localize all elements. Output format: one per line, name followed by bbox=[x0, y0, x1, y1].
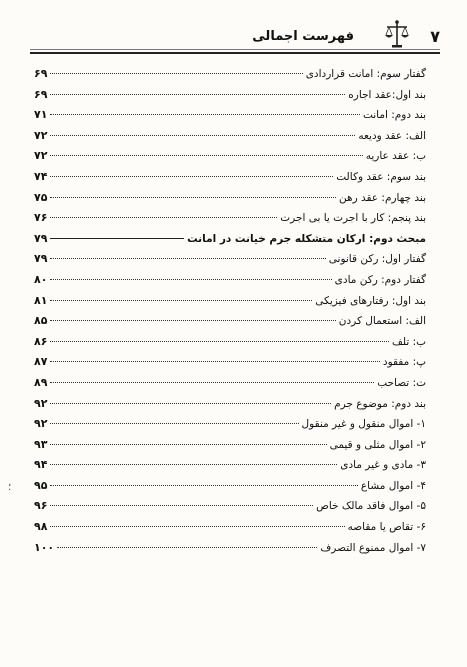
margin-mark: ؛ bbox=[8, 482, 12, 493]
toc-leader-dots bbox=[50, 73, 302, 74]
toc-entry bbox=[34, 352, 426, 373]
toc-entry bbox=[34, 167, 426, 188]
toc-entry-title: ۵- اموال فاقد مالک خاص bbox=[316, 500, 426, 513]
toc-entry-title: بند سوم: عقد وکالت bbox=[336, 170, 426, 183]
toc-entry-title: بند دوم: موضوع جرم bbox=[334, 397, 426, 410]
toc-leader-dots bbox=[50, 94, 345, 95]
toc-entry bbox=[34, 455, 426, 476]
toc-entry-page: ۹۴ bbox=[34, 458, 48, 472]
toc-entry-title: بند چهارم: عقد رهن bbox=[339, 191, 426, 204]
toc-entry-page: ۸۵ bbox=[34, 314, 48, 328]
toc-entry-title: ۷- اموال ممنوع التصرف bbox=[320, 541, 426, 554]
toc-leader-dots bbox=[50, 361, 379, 362]
toc-leader-dots bbox=[50, 464, 337, 465]
toc-entry-title: گفتار دوم: رکن مادی bbox=[334, 273, 426, 286]
toc-entry-page: ۷۱ bbox=[34, 108, 48, 122]
toc-entry bbox=[34, 517, 426, 538]
toc-entry bbox=[34, 311, 426, 332]
toc-leader-dots bbox=[50, 135, 355, 136]
toc-entry-title: ۶- تقاص یا مقاصه bbox=[347, 521, 426, 534]
toc-leader-dots bbox=[50, 279, 331, 280]
header-page-number: ۷ bbox=[430, 27, 440, 46]
toc-entry-page: ۹۵ bbox=[34, 478, 48, 492]
toc-entry-page: ۸۰ bbox=[34, 272, 48, 286]
toc-entry-page: ۶۹ bbox=[34, 87, 48, 101]
toc-entry-page: ۸۱ bbox=[34, 293, 48, 307]
toc-leader-dots bbox=[50, 423, 298, 424]
toc-entry bbox=[34, 538, 426, 559]
toc-entry bbox=[34, 208, 426, 229]
toc-leader-dots bbox=[50, 526, 344, 527]
toc-entry-title: الف: عقد ودیعه bbox=[358, 129, 426, 142]
toc-leader-dots bbox=[50, 114, 360, 115]
toc-entry-title: پ: مفقود bbox=[382, 356, 426, 369]
toc-leader-dots bbox=[50, 217, 277, 218]
toc-leader-dots bbox=[50, 238, 184, 239]
toc-entry-page: ۷۲ bbox=[34, 149, 48, 163]
toc-entry bbox=[34, 373, 426, 394]
toc-leader-dots bbox=[50, 197, 336, 198]
toc-leader-dots bbox=[57, 547, 317, 548]
toc-leader-dots bbox=[50, 320, 335, 321]
toc-entry-title: مبحث دوم: ارکان متشکله جرم خیانت در امانت bbox=[187, 232, 426, 245]
toc-entry bbox=[34, 105, 426, 126]
toc-entry-page: ۸۷ bbox=[34, 355, 48, 369]
toc-entry-title: بند اول:عقد اجاره bbox=[348, 88, 426, 101]
toc-entry-page: ۸۹ bbox=[34, 375, 48, 389]
toc-section-heading bbox=[34, 229, 426, 250]
toc-entry bbox=[34, 146, 426, 167]
toc-entry-title: گفتار سوم: امانت قراردادی bbox=[305, 68, 426, 80]
toc-leader-dots bbox=[50, 176, 333, 177]
toc-leader-dots bbox=[50, 444, 326, 445]
toc-entry-page: ۷۹ bbox=[34, 231, 48, 245]
toc-entry-title: گفتار اول: رکن قانونی bbox=[328, 253, 426, 266]
toc-entry-page: ۷۲ bbox=[34, 128, 48, 142]
toc-entry-page: ۷۴ bbox=[34, 169, 48, 183]
toc-leader-dots bbox=[50, 341, 389, 342]
toc-entry-page: ۹۶ bbox=[34, 499, 48, 513]
toc-entry-page: ۷۶ bbox=[34, 211, 48, 225]
toc-leader-dots bbox=[50, 382, 374, 383]
toc-entry-title: بند اول: رفتارهای فیزیکی bbox=[315, 294, 426, 307]
toc-entry bbox=[34, 332, 426, 353]
toc-entry-title: الف: استعمال کردن bbox=[338, 315, 426, 328]
toc-entry-title: ۳- مادی و غیر مادی bbox=[340, 459, 426, 472]
toc-entry-page: ۸۶ bbox=[34, 334, 48, 348]
toc-entry-title: ۲- اموال مثلی و قیمی bbox=[329, 438, 426, 451]
toc-entry-title: ب: عقد عاریه bbox=[365, 150, 426, 163]
toc-entry-page: ۷۵ bbox=[34, 190, 48, 204]
toc-entry bbox=[34, 291, 426, 312]
table-of-contents bbox=[34, 64, 426, 558]
toc-leader-dots bbox=[50, 258, 325, 259]
toc-entry bbox=[34, 85, 426, 106]
page-header bbox=[30, 16, 440, 54]
toc-entry-page: ۷۹ bbox=[34, 252, 48, 266]
toc-entry-page: ۹۲ bbox=[34, 396, 48, 410]
toc-entry bbox=[34, 270, 426, 291]
toc-entry-title: ۱- اموال منقول و غیر منقول bbox=[301, 418, 426, 431]
header-title: فهرست اجمالی bbox=[252, 29, 354, 44]
toc-entry-page: ۹۲ bbox=[34, 417, 48, 431]
toc-entry-title: ب: تلف bbox=[391, 335, 426, 348]
toc-entry bbox=[34, 64, 426, 85]
toc-entry bbox=[34, 394, 426, 415]
toc-leader-dots bbox=[50, 155, 362, 156]
toc-entry bbox=[34, 496, 426, 517]
toc-entry-page: ۶۹ bbox=[34, 67, 48, 80]
toc-leader-dots bbox=[50, 505, 313, 506]
toc-entry bbox=[34, 476, 426, 497]
toc-leader-dots bbox=[50, 485, 357, 486]
toc-entry bbox=[34, 414, 426, 435]
toc-entry bbox=[34, 249, 426, 270]
toc-entry bbox=[34, 435, 426, 456]
toc-entry-title: ۴- اموال مشاع bbox=[360, 479, 426, 492]
header-divider-thin bbox=[30, 49, 440, 50]
toc-entry bbox=[34, 188, 426, 209]
toc-leader-dots bbox=[50, 403, 331, 404]
toc-leader-dots bbox=[50, 300, 312, 301]
toc-entry bbox=[34, 126, 426, 147]
scales-of-justice-icon bbox=[384, 19, 410, 49]
toc-entry-title: بند پنجم: کار با اجرت یا بی اجرت bbox=[280, 212, 426, 225]
header-divider bbox=[30, 52, 440, 54]
toc-entry-page: ۱۰۰ bbox=[34, 540, 55, 554]
toc-entry-title: ت: تصاحب bbox=[377, 376, 426, 389]
toc-entry-page: ۹۳ bbox=[34, 437, 48, 451]
toc-entry-page: ۹۸ bbox=[34, 520, 48, 534]
toc-entry-title: بند دوم: امانت bbox=[362, 109, 426, 122]
